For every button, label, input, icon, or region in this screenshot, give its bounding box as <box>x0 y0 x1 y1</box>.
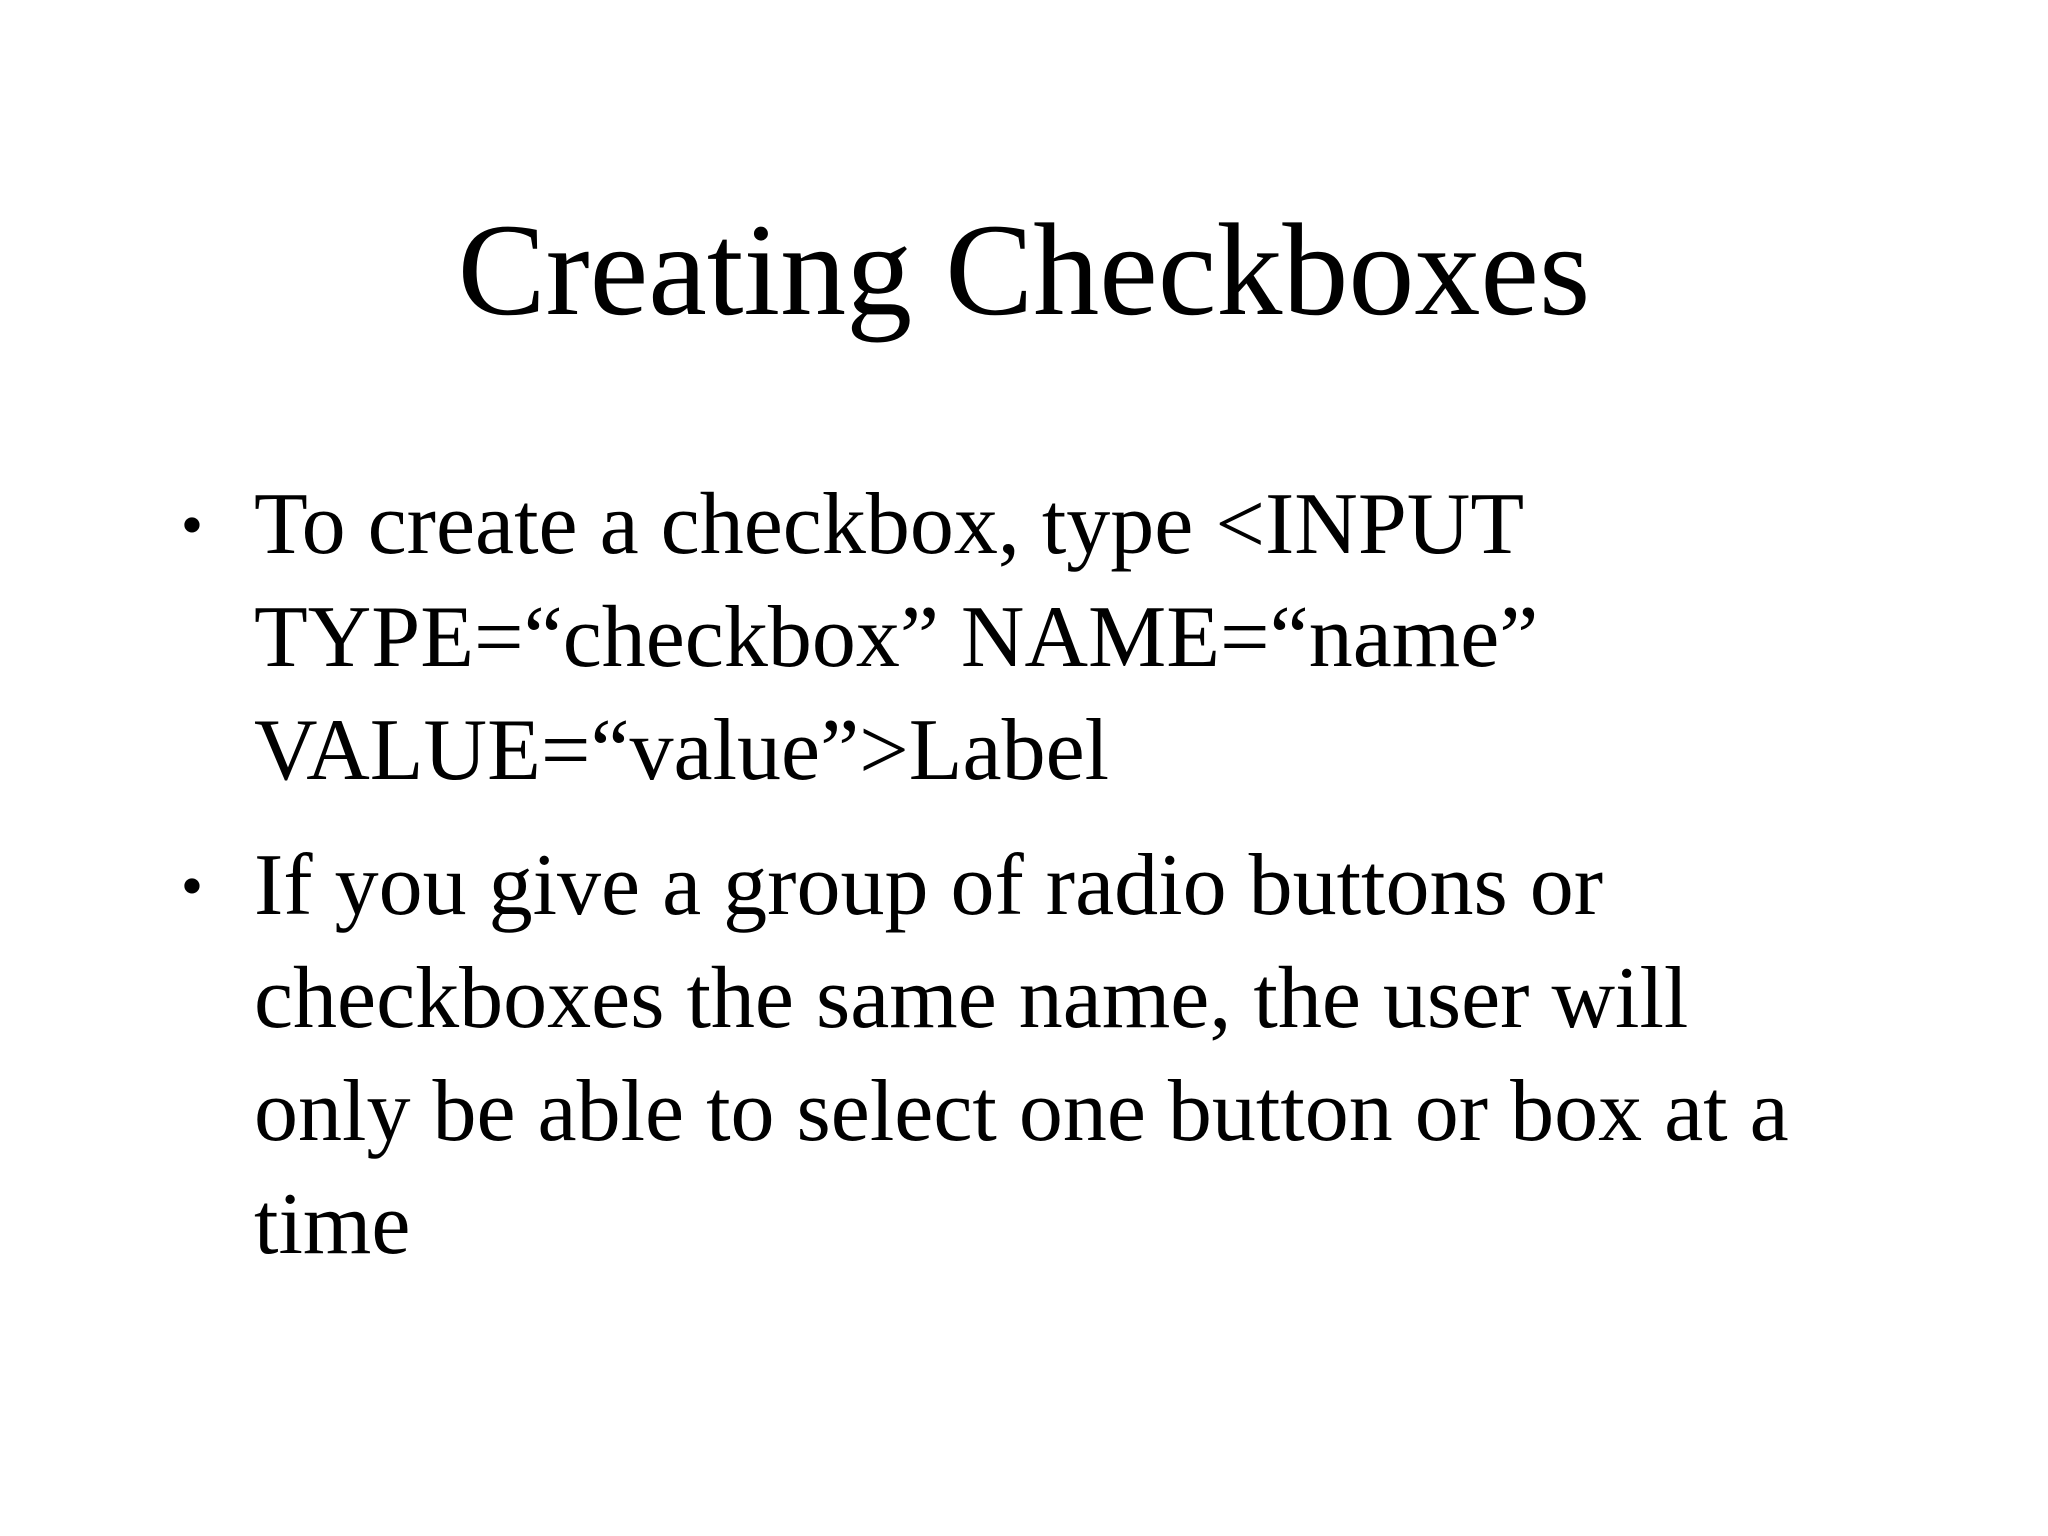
bullet-2-line-1: If you give a group of radio buttons or <box>254 837 1604 934</box>
bullet-list <box>172 468 1912 1303</box>
bullet-2-line-3: only be able to select one button or box at a <box>254 1063 1789 1160</box>
bullet-1-line-1: To create a checkbox, type <INPUT <box>254 476 1525 573</box>
bullet-item-2 <box>172 829 1912 1281</box>
bullet-1-line-3: VALUE=“value”>Label <box>254 702 1110 799</box>
bullet-1-line-2: TYPE=“checkbox” NAME=“name” <box>254 589 1539 686</box>
bullet-2-line-2: checkboxes the same name, the user will <box>254 950 1689 1047</box>
bullet-icon: • <box>180 850 204 921</box>
slide-title: Creating Checkboxes <box>457 196 1591 343</box>
bullet-icon: • <box>180 489 204 560</box>
bullet-2-line-4: time <box>254 1176 411 1273</box>
bullet-item-1 <box>172 468 1912 807</box>
